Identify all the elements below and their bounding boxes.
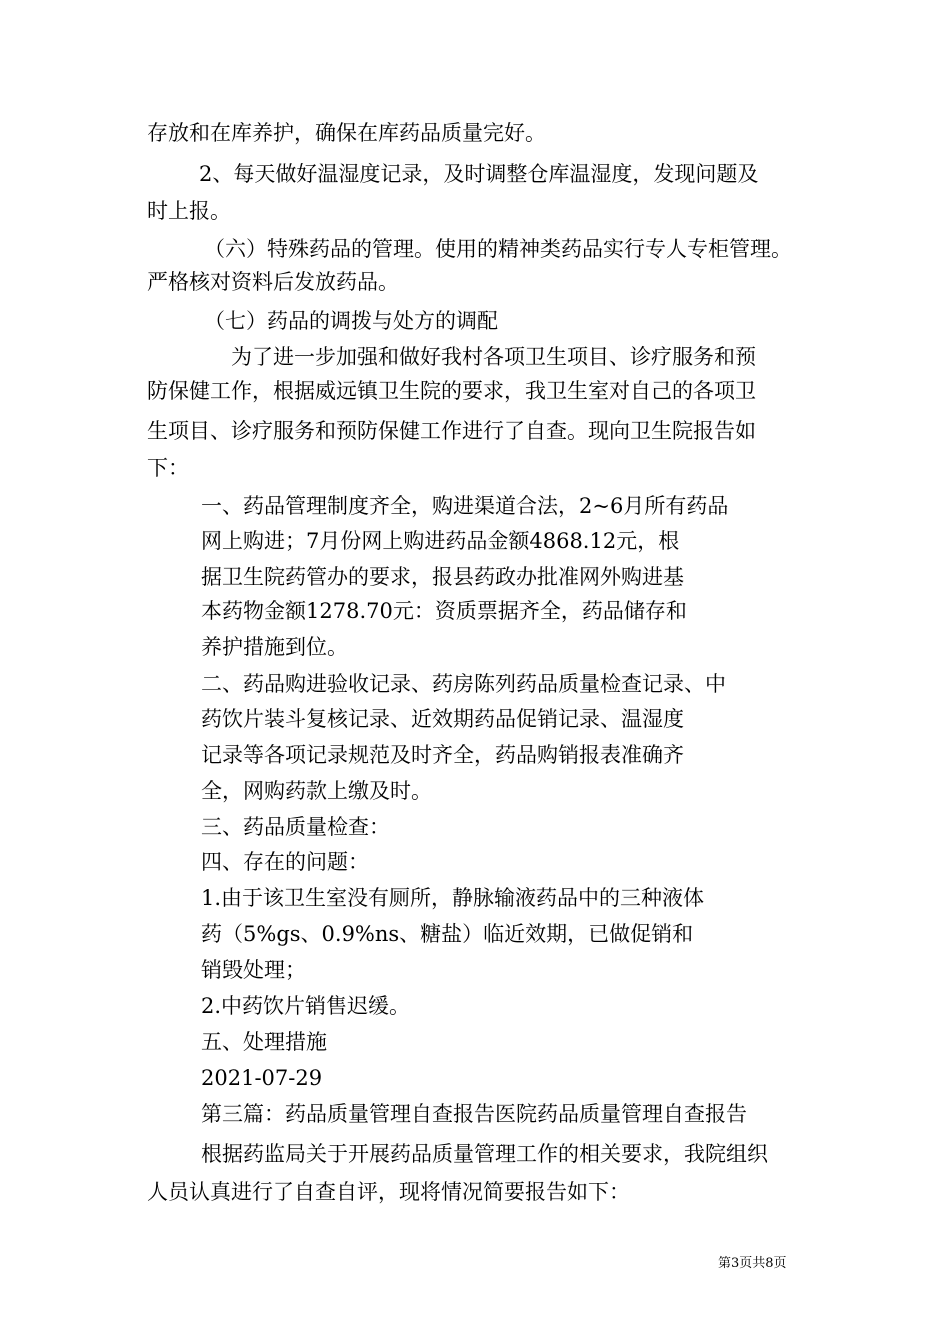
text-line-24: 销毁处理； — [201, 958, 306, 982]
text-line-12: 网上购进；7月份网上购进药品金额4868.12元，根 — [201, 529, 680, 553]
text-line-11: 一、药品管理制度齐全，购进渠道合法，2~6月所有药品 — [201, 494, 729, 518]
text-line-3: 时上报。 — [147, 199, 231, 223]
text-line-16: 二、药品购进验收记录、药房陈列药品质量检查记录、中 — [201, 672, 726, 696]
text-line-19: 全，网购药款上缴及时。 — [201, 779, 432, 803]
text-line-4: （六）特殊药品的管理。使用的精神类药品实行专人专柜管理。 — [204, 237, 792, 261]
text-line-29: 根据药监局关于开展药品质量管理工作的相关要求，我院组织 — [201, 1142, 768, 1166]
text-line-22: 1.由于该卫生室没有厕所，静脉输液药品中的三种液体 — [201, 886, 705, 910]
text-line-18: 记录等各项记录规范及时齐全，药品购销报表准确齐 — [201, 743, 684, 767]
text-line-13: 据卫生院药管办的要求，报县药政办批准网外购进基 — [201, 565, 684, 589]
page-number: 第3页共8页 — [718, 1256, 787, 1271]
text-line-17: 药饮片装斗复核记录、近效期药品促销记录、温湿度 — [201, 707, 684, 731]
text-line-2: 2、每天做好温湿度记录，及时调整仓库温湿度，发现问题及 — [199, 162, 759, 186]
text-line-1: 存放和在库养护，确保在库药品质量完好。 — [147, 121, 546, 145]
text-line-25: 2.中药饮片销售迟缓。 — [201, 994, 411, 1018]
text-line-21: 四、存在的问题： — [201, 850, 369, 874]
text-line-7: 为了进一步加强和做好我村各项卫生项目、诊疗服务和预 — [231, 345, 756, 369]
text-line-15: 养护措施到位。 — [201, 635, 348, 659]
text-line-20: 三、药品质量检查： — [201, 815, 390, 839]
text-line-14: 本药物金额1278.70元：资质票据齐全，药品储存和 — [201, 599, 687, 623]
text-line-10: 下： — [147, 456, 189, 480]
text-line-9: 生项目、诊疗服务和预防保健工作进行了自查。现向卫生院报告如 — [147, 419, 756, 443]
text-line-5: 严格核对资料后发放药品。 — [147, 270, 399, 294]
text-line-23: 药（5%gs、0.9%ns、糖盐）临近效期，已做促销和 — [201, 922, 694, 946]
text-line-28: 第三篇：药品质量管理自查报告医院药品质量管理自查报告 — [201, 1102, 747, 1126]
text-line-26: 五、处理措施 — [201, 1030, 327, 1054]
text-line-27: 2021-07-29 — [201, 1066, 323, 1090]
text-line-8: 防保健工作，根据威远镇卫生院的要求，我卫生室对自己的各项卫 — [147, 379, 756, 403]
text-line-6: （七）药品的调拨与处方的调配 — [204, 309, 498, 333]
text-line-30: 人员认真进行了自查自评，现将情况简要报告如下： — [147, 1180, 630, 1204]
